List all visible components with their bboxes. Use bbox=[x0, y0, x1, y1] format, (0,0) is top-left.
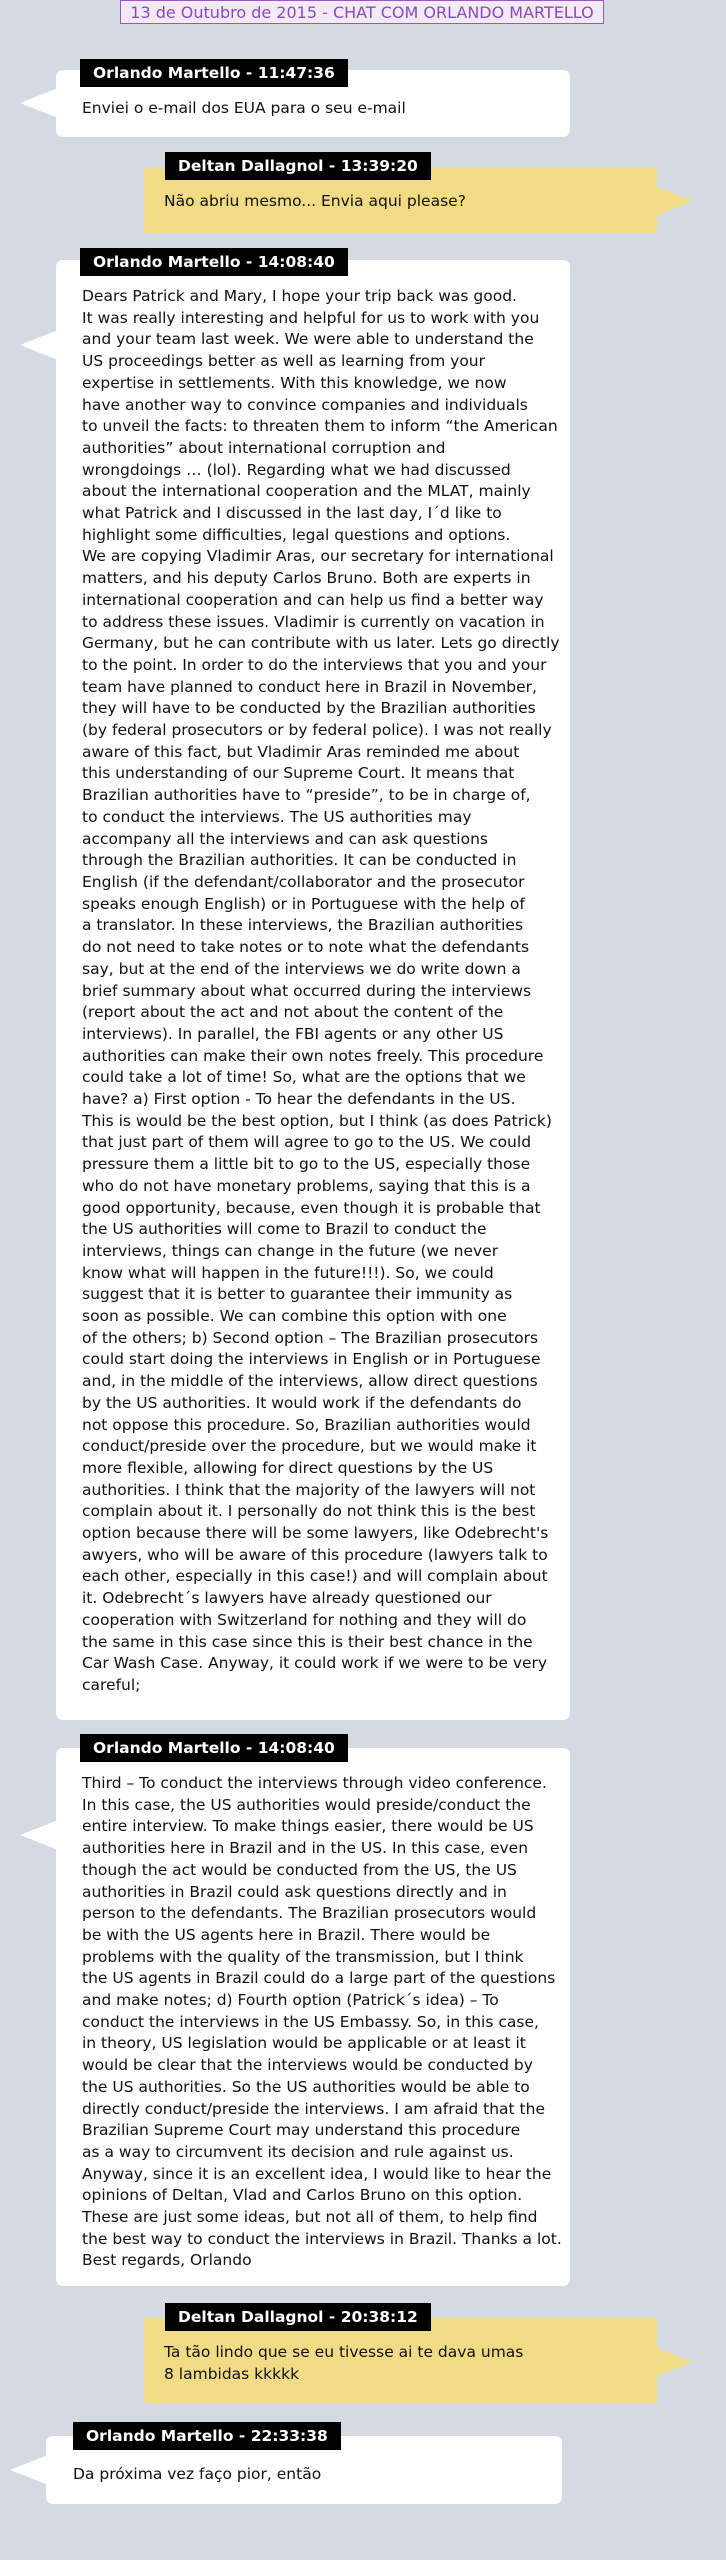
sender-tag: Orlando Martello - 14:08:40 bbox=[80, 1734, 348, 1762]
message-text: Da próxima vez faço pior, então bbox=[73, 2465, 322, 2483]
bubble-tail bbox=[10, 2455, 48, 2485]
message-bubble-incoming bbox=[56, 260, 570, 1720]
chat-date-header: 13 de Outubro de 2015 - CHAT COM ORLANDO MARTELLO bbox=[120, 0, 604, 24]
sender-tag: Orlando Martello - 14:08:40 bbox=[80, 248, 348, 276]
sender-tag: Deltan Dallagnol - 20:38:12 bbox=[165, 2303, 431, 2331]
message-text: Ta tão lindo que se eu tivesse ai te dava umas 8 lambidas kkkkk bbox=[164, 2343, 524, 2383]
bubble-tail bbox=[655, 2347, 693, 2377]
message-bubble-incoming bbox=[56, 1748, 570, 2286]
bubble-tail bbox=[20, 88, 58, 118]
bubble-tail bbox=[20, 330, 58, 360]
bubble-tail bbox=[20, 1820, 58, 1850]
message-text: Enviei o e-mail dos EUA para o seu e-mail bbox=[82, 99, 406, 117]
message-text: Dears Patrick and Mary, I hope your trip back was good. It was really interesting and helpful for us to work with you and your team last week. We were able to understand the US proceedings better as well as learning from your expertise in settlements. With this knowledge, we now have another way to convince companies and individuals to unveil the facts: to threaten them to inform “the American authorities” about international corruption and wrongdoings … (lol). Regarding what we had discussed about the international cooperation and the MLAT, mainly what Patrick and I discussed in the last day, I´d like to highlight some difficulties, legal questions and options. We are copying Vladimir Aras, our secretary for international matters, and his deputy Carlos Bruno. Both are experts in international cooperation and can help us find a better way to address these issues. Vladimir is currently on vacation in Germany, but he can contribute with us later. Lets go directly to the point. In order to do the interviews that you and your team have planned to conduct here in Brazil in November, they will have to be conducted by the Brazilian authorities (by federal prosecutors or by federal police). I was not really aware of this fact, but Vladimir Aras reminded me about this understanding of our Supreme Court. It means that Brazilian authorities have to “preside”, to be in charge of, to conduct the interviews. The US authorities may accompany all the interviews and can ask questions through the Brazilian authorities. It can be conducted in English (if the defendant/collaborator and the prosecutor speaks enough English) or in Portuguese with the help of a translator. In these interviews, the Brazilian authorities do not need to take notes or to note what the defendants say, but at the end of the interviews we do write down a brief summary about what occurred during the interviews (report about the act and not about the content of the interviews). In parallel, the FBI agents or any other US authorities can make their own notes freely. This procedure could take a lot of time! So, what are the options that we have? a) First option - To hear the defendants in the US. This is would be the best option, but I think (as does Patrick) that just part of them will agree to go to the US. We could pressure them a little bit to go to the US, especially those who do not have monetary problems, saying that this is a good opportunity, because, even though it is probable that the US authorities will come to Brazil to conduct the interviews, things can change in the future (we never know what will happen in the future!!!). So, we could suggest that it is better to guarantee their immunity as soon as possible. We can combine this option with one of the others; b) Second option – The Brazilian prosecutors could start doing the interviews in English or in Portuguese and, in the middle of the interviews, allow direct questions by the US authorities. It would work if the defendants do not oppose this procedure. So, Brazilian authorities would conduct/preside over the procedure, but we would make it more flexible, allowing for direct questions by the US authorities. I think that the majority of the lawyers will not complain about it. I personally do not think this is the best option because there will be some lawyers, like Odebrecht's awyers, who will be aware of this procedure (lawyers talk to each other, especially in this case!) and will complain about it. Odebrecht´s lawyers have already questioned our cooperation with Switzerland for nothing and they will do the same in this case since this is their best chance in the Car Wash Case. Anyway, it could work if we were to be very careful; bbox=[82, 287, 560, 1694]
sender-tag: Orlando Martello - 22:33:38 bbox=[73, 2422, 341, 2450]
message-text: Third – To conduct the interviews through video conference. In this case, the US authorities would preside/conduct the entire interview. To make things easier, there would be US authorities here in Brazil and in the US. In this case, even though the act would be conducted from the US, the US authorities in Brazil could ask questions directly and in person to the defendants. The Brazilian prosecutors would be with the US agents here in Brazil. There would be problems with the quality of the transmission, but I think the US agents in Brazil could do a large part of the questions and make notes; d) Fourth option (Patrick´s idea) – To conduct the interviews in the US Embassy. So, in this case, in theory, US legislation would be applicable or at least it would be clear that the interviews would be conducted by the US authorities. So the US authorities would be able to directly conduct/preside the interviews. I am afraid that the Brazilian Supreme Court may understand this procedure as a way to circumvent its decision and rule against us. Anyway, since it is an excellent idea, I would like to hear the opinions of Deltan, Vlad and Carlos Bruno on this option. These are just some ideas, but not all of them, to help find the best way to conduct the interviews in Brazil. Thanks a lot. Best regards, Orlando bbox=[82, 1774, 562, 2270]
message-text: Não abriu mesmo... Envia aqui please? bbox=[164, 192, 466, 210]
bubble-tail bbox=[655, 186, 693, 216]
sender-tag: Orlando Martello - 11:47:36 bbox=[80, 59, 348, 87]
sender-tag: Deltan Dallagnol - 13:39:20 bbox=[165, 152, 431, 180]
